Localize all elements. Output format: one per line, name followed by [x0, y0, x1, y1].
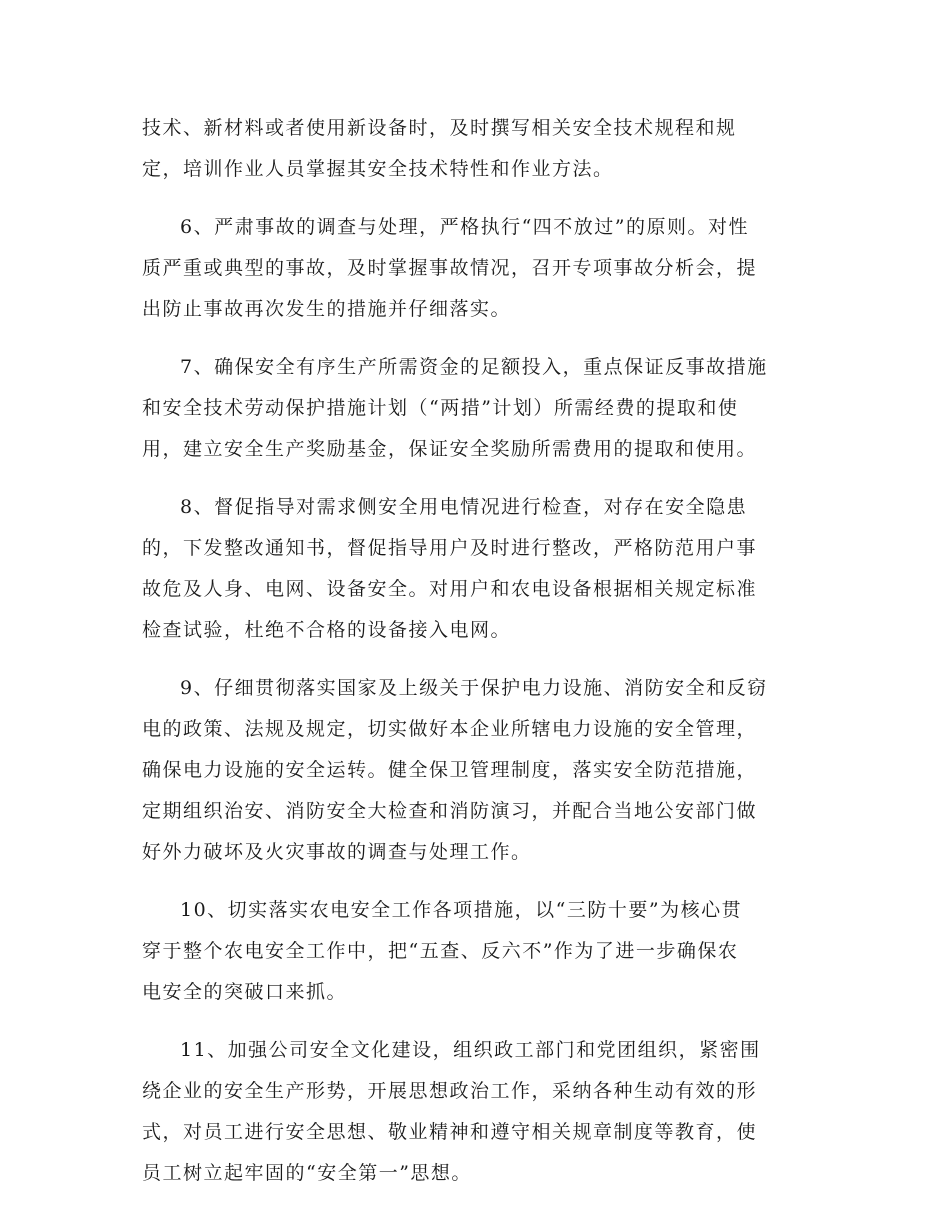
- paragraph-continuation: [142, 108, 808, 190]
- text-line: 技术、新材料或者使用新设备时，及时撰写相关安全技术规程和规: [142, 117, 737, 139]
- text-line: 用，建立安全生产奖励基金，保证安全奖励所需费用的提取和使用。: [142, 438, 758, 460]
- text-line: 9、仔细贯彻落实国家及上级关于保护电力设施、消防安全和反窃: [180, 677, 768, 699]
- text-line: 电的政策、法规及规定，切实做好本企业所辖电力设施的安全管理，: [142, 718, 758, 740]
- text-line: 10、切实落实农电安全工作各项措施，以“三防十要”为核心贯: [180, 899, 743, 921]
- text-line: 员工树立起牢固的“安全第一”思想。: [142, 1162, 472, 1184]
- text-line: 6、严肃事故的调查与处理，严格执行“四不放过”的原则。对性: [180, 216, 750, 238]
- text-line: 电安全的突破口来抓。: [142, 981, 348, 1003]
- text-line: 质严重或典型的事故，及时掌握事故情况，召开专项事故分析会，提: [142, 257, 758, 279]
- text-line: 定，培训作业人员掌握其安全技术特性和作业方法。: [142, 158, 614, 180]
- paragraph-item-7: [142, 347, 808, 470]
- text-line: 穿于整个农电安全工作中，把“五查、反六不”作为了进一步确保农: [142, 940, 739, 962]
- document-body: [142, 108, 808, 1211]
- text-line: 式，对员工进行安全思想、敬业精神和遵守相关规章制度等教育，使: [142, 1121, 758, 1143]
- text-line: 好外力破坏及火灾事故的调查与处理工作。: [142, 841, 532, 863]
- paragraph-item-8: [142, 487, 808, 651]
- text-line: 和安全技术劳动保护措施计划（“两措”计划）所需经费的提取和使: [142, 397, 739, 419]
- text-line: 故危及人身、电网、设备安全。对用户和农电设备根据相关规定标准: [142, 578, 758, 600]
- text-line: 出防止事故再次发生的措施并仔细落实。: [142, 298, 512, 320]
- text-line: 确保电力设施的安全运转。健全保卫管理制度，落实安全防范措施，: [142, 759, 758, 781]
- text-line: 检查试验，杜绝不合格的设备接入电网。: [142, 619, 512, 641]
- paragraph-item-9: [142, 668, 808, 873]
- text-line: 8、督促指导对需求侧安全用电情况进行检查，对存在安全隐患: [180, 496, 748, 518]
- text-line: 定期组织治安、消防安全大检查和消防演习，并配合当地公安部门做: [142, 800, 758, 822]
- paragraph-item-10: [142, 890, 808, 1013]
- paragraph-item-11: [142, 1030, 808, 1194]
- text-line: 7、确保安全有序生产所需资金的足额投入，重点保证反事故措施: [180, 356, 768, 378]
- text-line: 11、加强公司安全文化建设，组织政工部门和党团组织，紧密围: [180, 1039, 761, 1061]
- paragraph-item-6: [142, 207, 808, 330]
- text-line: 绕企业的安全生产形势，开展思想政治工作，采纳各种生动有效的形: [142, 1080, 758, 1102]
- text-line: 的，下发整改通知书，督促指导用户及时进行整改，严格防范用户事: [142, 537, 758, 559]
